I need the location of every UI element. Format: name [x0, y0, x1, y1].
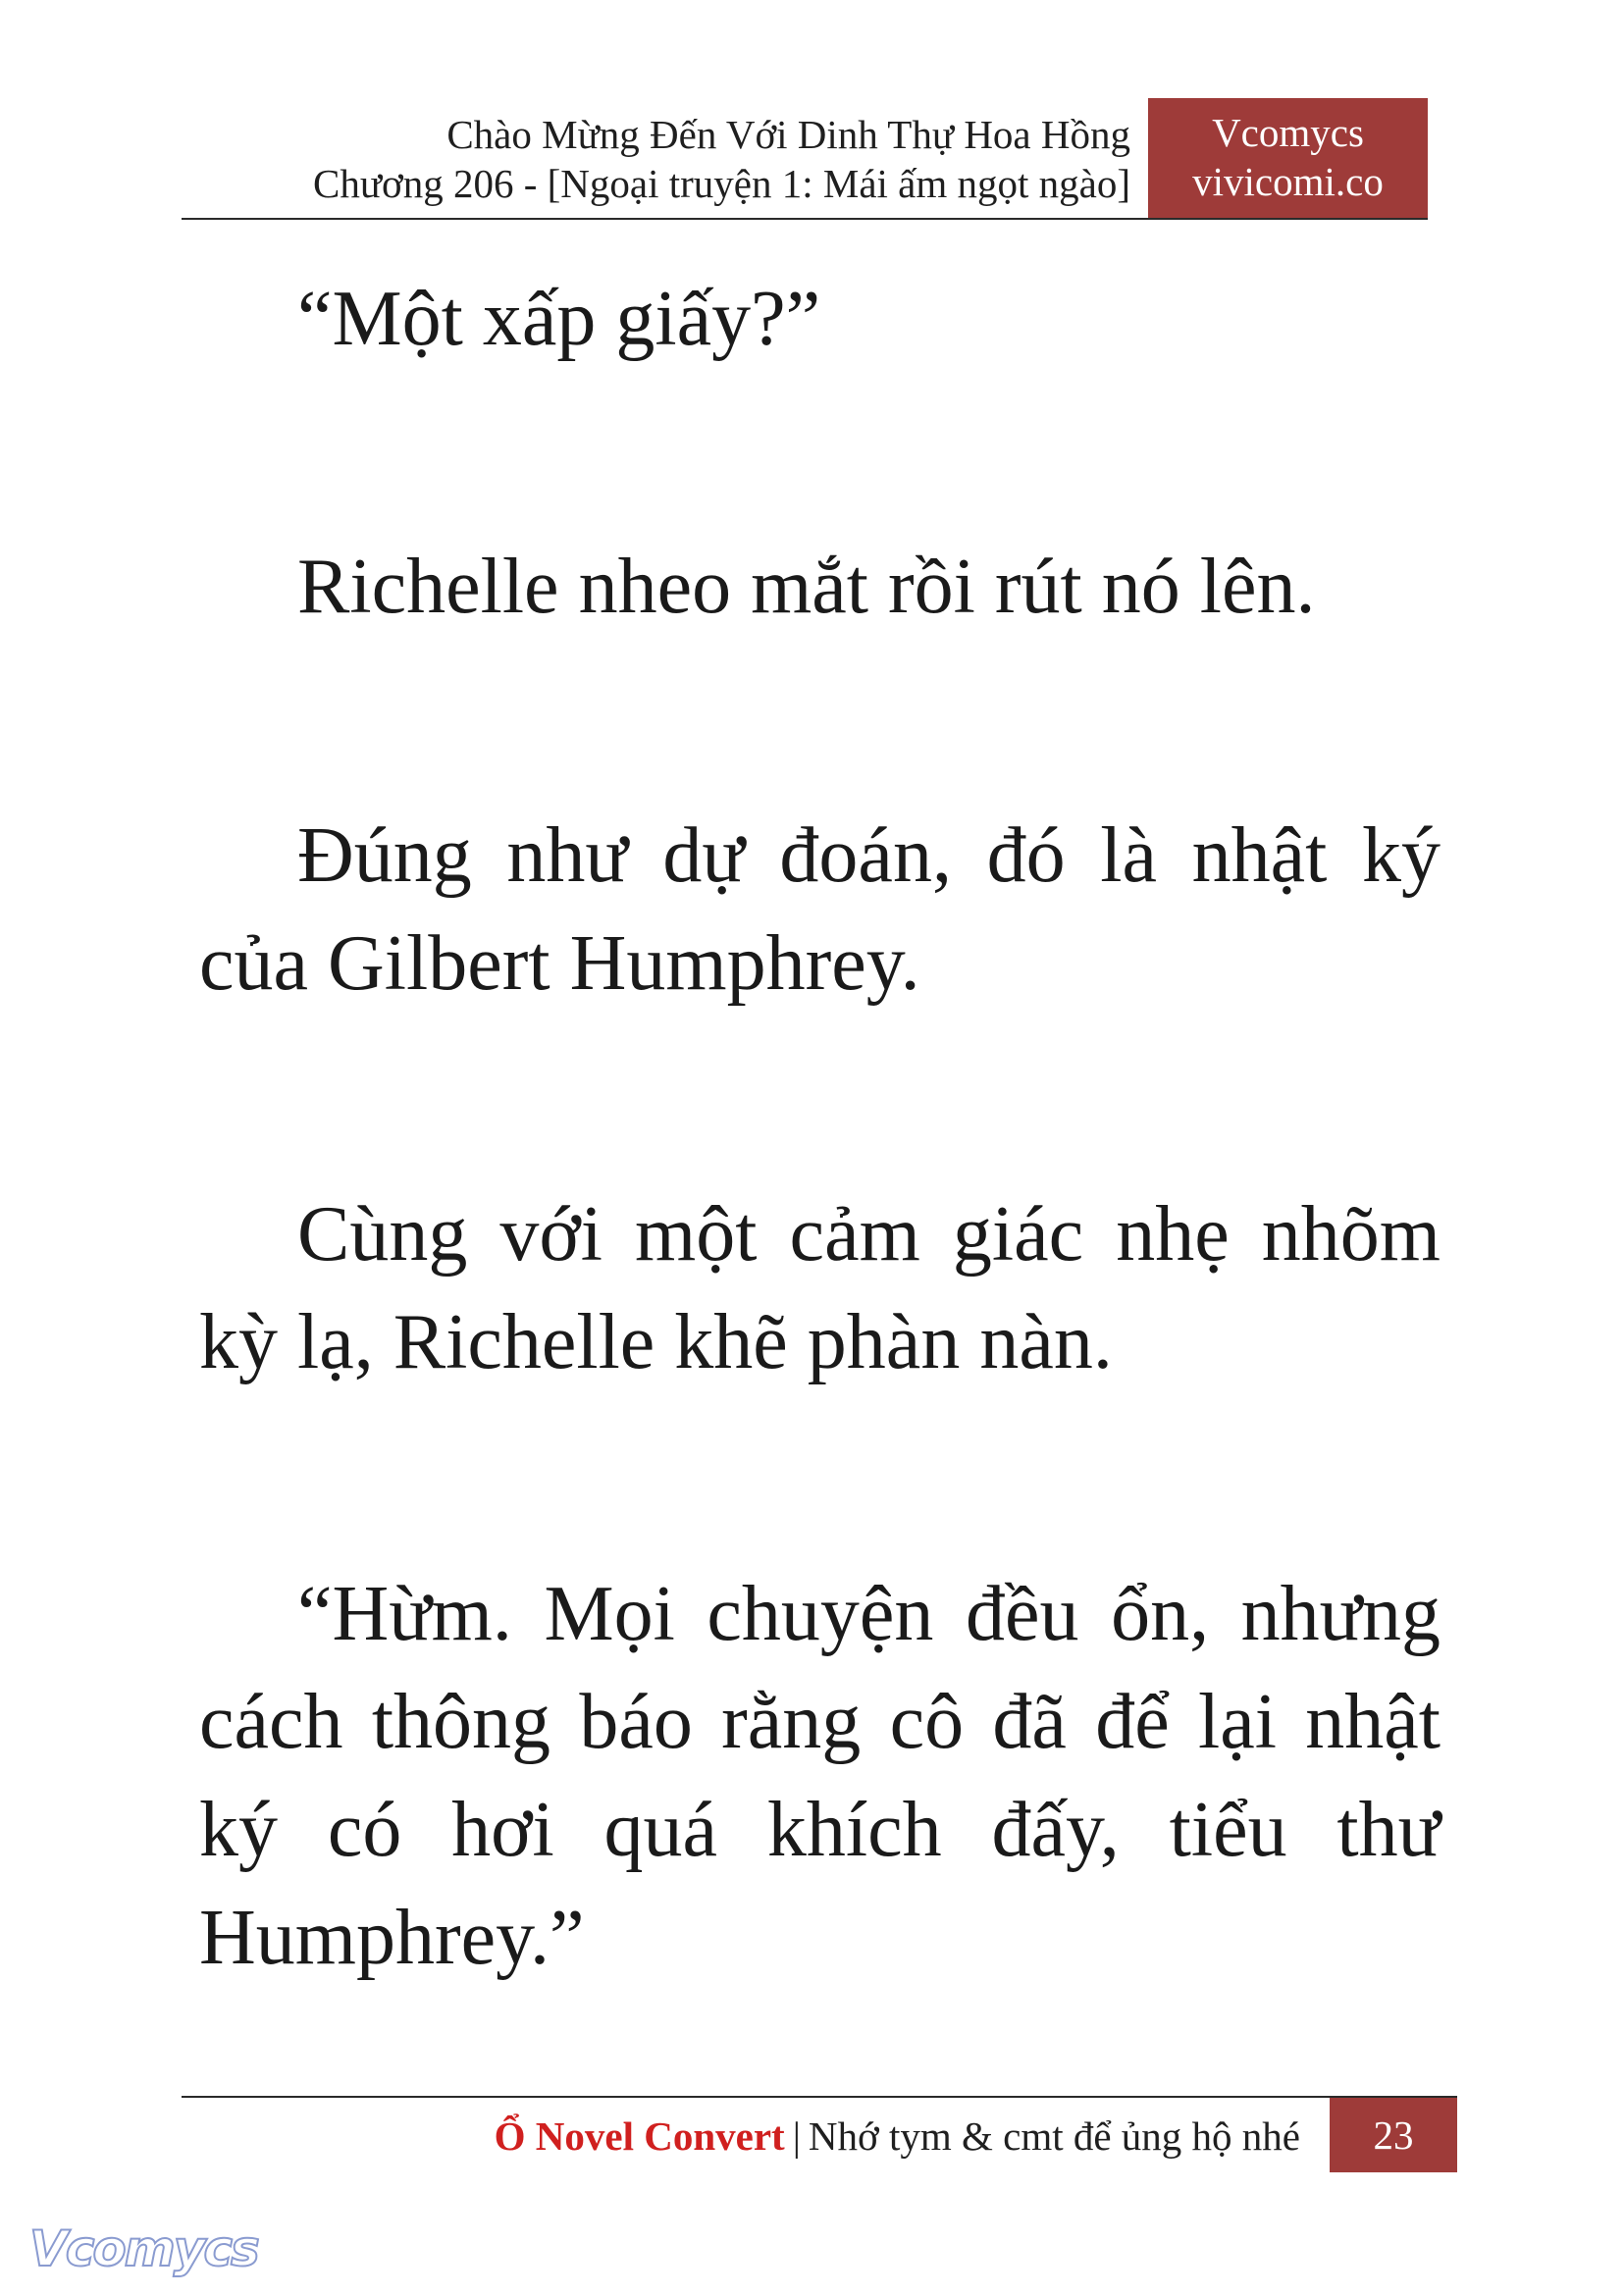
brand-name: Vcomycs: [1212, 110, 1364, 155]
footer-brand: Ổ Novel Convert: [494, 2113, 785, 2159]
watermark-logo: [29, 2219, 258, 2278]
paragraph-4: Cùng với một cảm giác nhẹ nhõm kỳ lạ, Richelle khẽ phàn nàn.: [199, 1191, 1441, 1385]
chapter-title: Chương 206 - [Ngoại truyện 1: Mái ấm ngọt ngào]: [312, 161, 1130, 206]
paragraph-1: “Một xấp giấy?”: [297, 276, 821, 362]
paragraph-3: Đúng như dự đoán, đó là nhật ký của Gilbert Humphrey.: [199, 812, 1441, 1007]
page-number: 23: [1330, 2098, 1457, 2172]
footer-separator: |: [792, 2113, 801, 2159]
footer-text: [495, 2112, 1300, 2161]
page-header: [182, 98, 1428, 220]
brand-box: [1148, 98, 1428, 218]
brand-url: vivicomi.co: [1192, 159, 1384, 204]
footer-message: Nhớ tym & cmt để ủng hộ nhé: [808, 2113, 1300, 2159]
paragraph-5: “Hừm. Mọi chuyện đều ổn, nhưng cách thông báo rằng cô đã để lại nhật ký có hơi quá khích đấy, tiểu thư Humphrey.”: [199, 1571, 1441, 1981]
watermark-text: Vcomycs: [29, 2220, 258, 2277]
header-titles: [313, 110, 1130, 208]
paragraph-2: Richelle nheo mắt rồi rút nó lên.: [297, 544, 1316, 630]
book-title: Chào Mừng Đến Với Dinh Thự Hoa Hồng: [446, 112, 1130, 157]
page-footer: [182, 2096, 1457, 2172]
